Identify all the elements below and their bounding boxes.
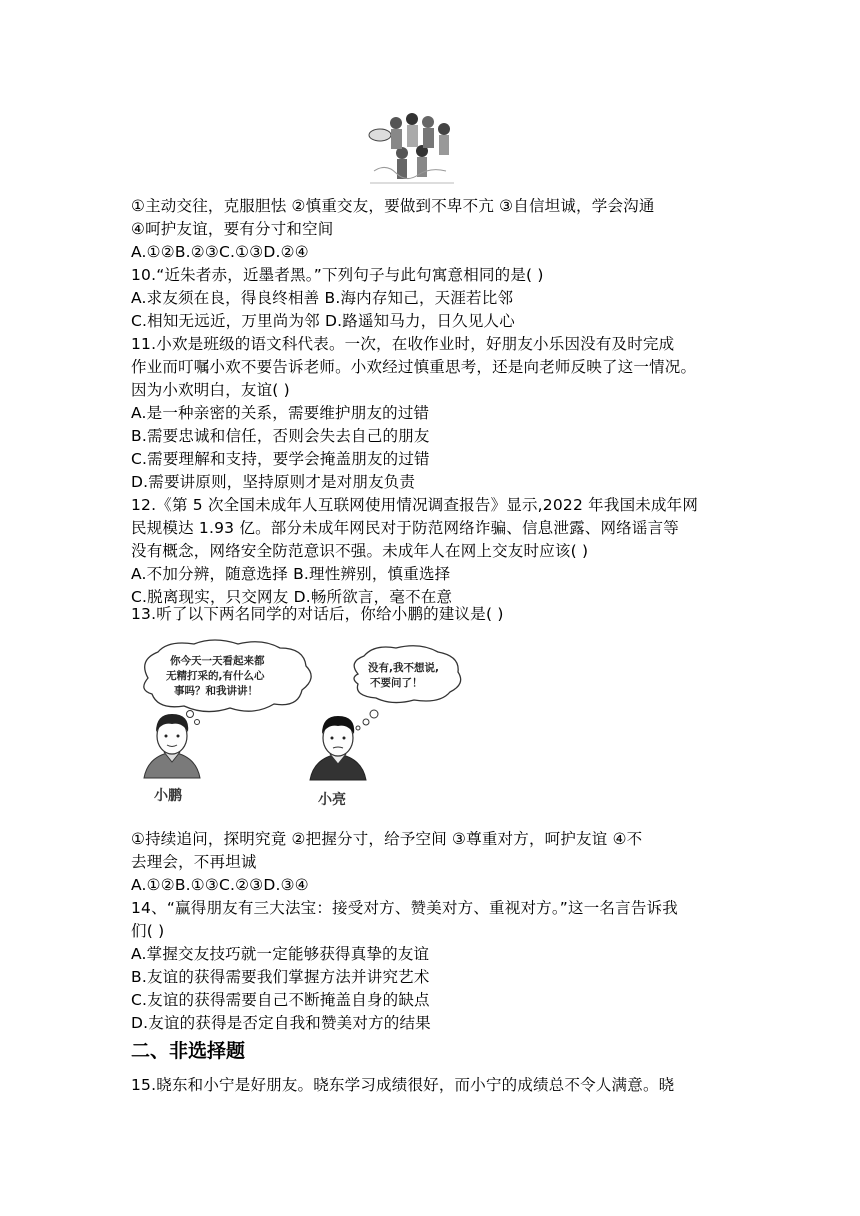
- q13-stem: 13.听了以下两名同学的对话后，你给小鹏的建议是( ): [131, 605, 504, 623]
- q11-option-a: A.是一种亲密的关系，需要维护朋友的过错: [131, 404, 430, 422]
- children-group-illustration: [366, 111, 458, 191]
- dialogue-illustration: [134, 638, 464, 810]
- q11-stem-line2: 作业而叮嘱小欢不要告诉老师。小欢经过慎重思考，还是向老师反映了这一情况。: [131, 358, 697, 376]
- q11-option-d: D.需要讲原则，坚持原则才是对朋友负责: [131, 473, 416, 491]
- q13-options-line1: ①持续追问，探明究竟 ②把握分寸，给予空间 ③尊重对方，呵护友谊 ④不: [131, 830, 643, 848]
- q15-stem-line1: 15.晓东和小宁是好朋友。晓东学习成绩很好，而小宁的成绩总不令人满意。晓: [131, 1076, 675, 1094]
- q10-choices-line2: C.相知无远近，万里尚为邻 D.路遥知马力，日久见人心: [131, 312, 515, 330]
- q14-stem-line2: 们( ): [131, 922, 165, 940]
- q11-option-c: C.需要理解和支持，要学会掩盖朋友的过错: [131, 450, 430, 468]
- name-xiaoliang: 小亮: [318, 792, 346, 808]
- q14-option-a: A.掌握交友技巧就一定能够获得真挚的友谊: [131, 945, 430, 963]
- name-xiaopeng: 小鹏: [154, 788, 182, 804]
- q14-stem-line1: 14、“赢得朋友有三大法宝：接受对方、赞美对方、重视对方。”这一名言告诉我: [131, 899, 678, 917]
- q9-options-line1: ①主动交往，克服胆怯 ②慎重交友，要做到不卑不亢 ③自信坦诚，学会沟通: [131, 197, 655, 215]
- q14-option-b: B.友谊的获得需要我们掌握方法并讲究艺术: [131, 968, 430, 986]
- q10-choices-line1: A.求友须在良，得良终相善 B.海内存知己，天涯若比邻: [131, 289, 514, 307]
- q11-option-b: B.需要忠诚和信任，否则会失去自己的朋友: [131, 427, 430, 445]
- xiaopeng-figure: [144, 714, 200, 778]
- q13-choices: A.①②B.①③C.②③D.③④: [131, 876, 309, 894]
- q12-stem-line1: 12.《第 5 次全国未成年人互联网使用情况调查报告》显示,2022 年我国未成年网: [131, 496, 699, 514]
- left-bubble-line3: 事吗？和我讲讲！: [174, 685, 258, 697]
- q12-stem-line3: 没有概念，网络安全防范意识不强。未成年人在网上交友时应该( ): [131, 542, 589, 560]
- right-bubble-line1: 没有,我不想说,: [368, 662, 439, 674]
- q9-options-line2: ④呵护友谊，要有分寸和空间: [131, 220, 334, 238]
- q14-option-d: D.友谊的获得是否定自我和赞美对方的结果: [131, 1014, 431, 1032]
- q13-options-line2: 去理会，不再坦诚: [131, 853, 257, 871]
- q14-option-c: C.友谊的获得需要自己不断掩盖自身的缺点: [131, 991, 430, 1009]
- right-bubble-line2: 不要问了！: [370, 677, 423, 689]
- q9-choices: A.①②B.②③C.①③D.②④: [131, 243, 309, 261]
- q10-stem: 10.“近朱者赤，近墨者黑。”下列句子与此句寓意相同的是( ): [131, 266, 544, 284]
- q12-choices-line1: A.不加分辨，随意选择 B.理性辨别，慎重选择: [131, 565, 451, 583]
- left-bubble-line1: 你今天一天看起来都: [170, 655, 265, 667]
- section-heading-non-choice: 二、非选择题: [131, 1040, 246, 1062]
- q12-choices-line2: C.脱离现实，只交网友 D.畅所欲言，毫不在意: [131, 588, 453, 606]
- q11-stem-line3: 因为小欢明白，友谊( ): [131, 381, 290, 399]
- q12-stem-line2: 民规模达 1.93 亿。部分未成年网民对于防范网络诈骗、信息泄露、网络谣言等: [131, 519, 679, 537]
- q11-stem-line1: 11.小欢是班级的语文科代表。一次，在收作业时，好朋友小乐因没有及时完成: [131, 335, 675, 353]
- right-speech-bubble: [354, 646, 461, 703]
- left-bubble-line2: 无精打采的,有什么心: [166, 670, 265, 682]
